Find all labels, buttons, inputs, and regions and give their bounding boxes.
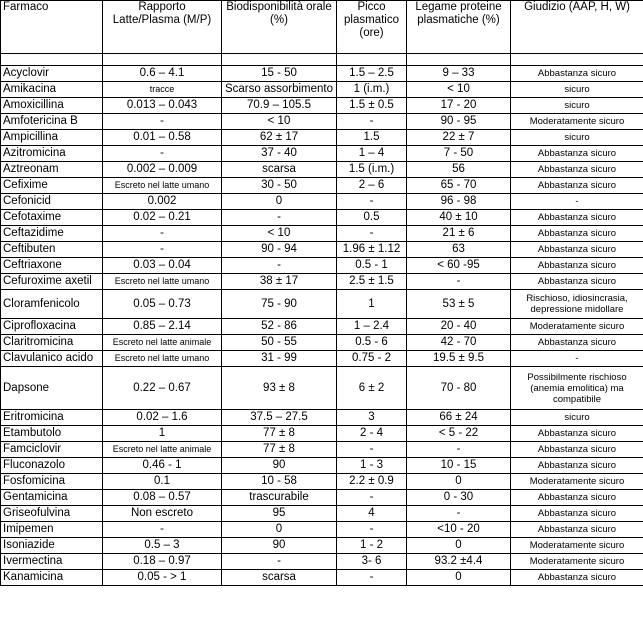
cell-picco: 0.5 - 6 <box>337 335 407 351</box>
cell-rapporto: - <box>103 114 222 130</box>
cell-legame: 40 ± 10 <box>407 210 511 226</box>
cell-giudizio: Abbastanza sicuro <box>511 66 643 82</box>
cell-farmaco: Aztreonam <box>1 162 103 178</box>
cell-legame: 53 ± 5 <box>407 290 511 319</box>
cell-giudizio: Abbastanza sicuro <box>511 210 643 226</box>
cell-farmaco: Cloramfenicolo <box>1 290 103 319</box>
cell-biodisponibilita: 90 - 94 <box>222 242 337 258</box>
table-row <box>1 242 643 258</box>
cell-biodisponibilita: 30 - 50 <box>222 178 337 194</box>
table-row <box>1 162 643 178</box>
cell-picco: 1.5 – 2.5 <box>337 66 407 82</box>
table-row <box>1 554 643 570</box>
cell-rapporto: - <box>103 146 222 162</box>
cell-rapporto: 0.22 – 0.67 <box>103 367 222 410</box>
table-row <box>1 410 643 426</box>
table-row <box>1 426 643 442</box>
cell-picco: 0.5 <box>337 210 407 226</box>
cell-farmaco: Cefixime <box>1 178 103 194</box>
cell-picco: 0.75 - 2 <box>337 351 407 367</box>
cell-biodisponibilita: scarsa <box>222 570 337 586</box>
cell-rapporto: 0.05 - > 1 <box>103 570 222 586</box>
cell-farmaco: Ceftriaxone <box>1 258 103 274</box>
table-row <box>1 522 643 538</box>
cell-legame: < 60 -95 <box>407 258 511 274</box>
cell-biodisponibilita: 10 - 58 <box>222 474 337 490</box>
cell-giudizio: Abbastanza sicuro <box>511 258 643 274</box>
table-row <box>1 458 643 474</box>
table-row <box>1 194 643 210</box>
table-row <box>1 367 643 410</box>
cell-rapporto: 0.02 – 0.21 <box>103 210 222 226</box>
table-row <box>1 130 643 146</box>
table-row <box>1 274 643 290</box>
cell-giudizio: Moderatamente sicuro <box>511 538 643 554</box>
cell-legame: 66 ± 24 <box>407 410 511 426</box>
header-biodisponibilita: Biodisponibilità orale (%) <box>222 1 337 54</box>
cell-rapporto: Escreto nel latte umano <box>103 351 222 367</box>
cell-farmaco: Kanamicina <box>1 570 103 586</box>
cell-picco: - <box>337 226 407 242</box>
cell-farmaco: Cefonicid <box>1 194 103 210</box>
cell-legame: < 5 - 22 <box>407 426 511 442</box>
cell-legame: 22 ± 7 <box>407 130 511 146</box>
cell-legame: 65 - 70 <box>407 178 511 194</box>
cell-legame: 96 - 98 <box>407 194 511 210</box>
cell-legame: 93.2 ±4.4 <box>407 554 511 570</box>
header-legame: Legame proteine plasmatiche (%) <box>407 1 511 54</box>
cell-farmaco: Dapsone <box>1 367 103 410</box>
cell-rapporto: Escreto nel latte umano <box>103 178 222 194</box>
cell-giudizio: Abbastanza sicuro <box>511 226 643 242</box>
cell-legame: 0 <box>407 570 511 586</box>
cell-legame: 17 - 20 <box>407 98 511 114</box>
cell-farmaco: Cefuroxime axetil <box>1 274 103 290</box>
cell-giudizio: Moderatamente sicuro <box>511 474 643 490</box>
cell-picco: 1.5 <box>337 130 407 146</box>
cell-legame: 0 <box>407 474 511 490</box>
cell-rapporto: - <box>103 226 222 242</box>
table-row <box>1 442 643 458</box>
header-rapporto: Rapporto Latte/Plasma (M/P) <box>103 1 222 54</box>
cell-legame: 42 - 70 <box>407 335 511 351</box>
cell-biodisponibilita: < 10 <box>222 114 337 130</box>
cell-biodisponibilita: 95 <box>222 506 337 522</box>
cell-farmaco: Amikacina <box>1 82 103 98</box>
cell-giudizio: Abbastanza sicuro <box>511 506 643 522</box>
cell-rapporto: 0.6 – 4.1 <box>103 66 222 82</box>
header-picco: Picco plasmatico (ore) <box>337 1 407 54</box>
cell-legame: < 10 <box>407 82 511 98</box>
cell-rapporto: 0.5 – 3 <box>103 538 222 554</box>
cell-rapporto: Escreto nel latte umano <box>103 274 222 290</box>
cell-biodisponibilita: 0 <box>222 194 337 210</box>
cell-farmaco: Fluconazolo <box>1 458 103 474</box>
cell-biodisponibilita: < 10 <box>222 226 337 242</box>
cell-biodisponibilita: 37 - 40 <box>222 146 337 162</box>
cell-giudizio: Abbastanza sicuro <box>511 335 643 351</box>
table-row <box>1 490 643 506</box>
cell-giudizio: Moderatamente sicuro <box>511 114 643 130</box>
cell-giudizio: Abbastanza sicuro <box>511 458 643 474</box>
cell-legame: 63 <box>407 242 511 258</box>
cell-picco: 1 - 2 <box>337 538 407 554</box>
cell-picco: 6 ± 2 <box>337 367 407 410</box>
table-row <box>1 474 643 490</box>
cell-biodisponibilita: - <box>222 210 337 226</box>
spacer-row <box>1 54 643 66</box>
cell-rapporto: 0.03 – 0.04 <box>103 258 222 274</box>
table-row <box>1 82 643 98</box>
cell-picco: - <box>337 570 407 586</box>
cell-giudizio: sicuro <box>511 82 643 98</box>
cell-biodisponibilita: 70.9 – 105.5 <box>222 98 337 114</box>
cell-rapporto: - <box>103 242 222 258</box>
cell-picco: 1.5 ± 0.5 <box>337 98 407 114</box>
cell-picco: 0.5 - 1 <box>337 258 407 274</box>
cell-picco: 2 – 6 <box>337 178 407 194</box>
cell-farmaco: Ciprofloxacina <box>1 319 103 335</box>
cell-biodisponibilita: 90 <box>222 538 337 554</box>
cell-farmaco: Famciclovir <box>1 442 103 458</box>
cell-rapporto: 0.002 <box>103 194 222 210</box>
cell-biodisponibilita: 50 - 55 <box>222 335 337 351</box>
table-row <box>1 319 643 335</box>
cell-rapporto: 0.1 <box>103 474 222 490</box>
cell-rapporto: - <box>103 522 222 538</box>
cell-farmaco: Gentamicina <box>1 490 103 506</box>
cell-giudizio: Moderatamente sicuro <box>511 554 643 570</box>
cell-picco: 1 - 3 <box>337 458 407 474</box>
cell-rapporto: 0.18 – 0.97 <box>103 554 222 570</box>
cell-giudizio: Rischioso, idiosincrasia, depressione midollare <box>511 290 643 319</box>
cell-picco: 1.96 ± 1.12 <box>337 242 407 258</box>
header-giudizio: Giudizio (AAP, H, W) <box>511 1 643 54</box>
cell-legame: - <box>407 506 511 522</box>
cell-picco: 1 – 4 <box>337 146 407 162</box>
table-row <box>1 146 643 162</box>
cell-picco: 1.5 (i.m.) <box>337 162 407 178</box>
cell-giudizio: - <box>511 194 643 210</box>
cell-rapporto: 0.01 – 0.58 <box>103 130 222 146</box>
cell-biodisponibilita: 77 ± 8 <box>222 442 337 458</box>
cell-legame: 0 <box>407 538 511 554</box>
cell-giudizio: Abbastanza sicuro <box>511 426 643 442</box>
cell-giudizio: Abbastanza sicuro <box>511 146 643 162</box>
cell-giudizio: Possibilmente rischioso (anemia emolitica) ma compatibile <box>511 367 643 410</box>
cell-farmaco: Ivermectina <box>1 554 103 570</box>
table-row <box>1 98 643 114</box>
table-row <box>1 335 643 351</box>
cell-rapporto: tracce <box>103 82 222 98</box>
cell-legame: 0 - 30 <box>407 490 511 506</box>
cell-biodisponibilita: 75 - 90 <box>222 290 337 319</box>
header-farmaco: Farmaco <box>1 1 103 54</box>
header-row <box>1 1 643 54</box>
cell-giudizio: Moderatamente sicuro <box>511 319 643 335</box>
cell-biodisponibilita: 38 ± 17 <box>222 274 337 290</box>
cell-picco: 4 <box>337 506 407 522</box>
cell-farmaco: Isoniazide <box>1 538 103 554</box>
cell-picco: 2.5 ± 1.5 <box>337 274 407 290</box>
cell-giudizio: Abbastanza sicuro <box>511 162 643 178</box>
cell-farmaco: Claritromicina <box>1 335 103 351</box>
cell-picco: - <box>337 522 407 538</box>
cell-rapporto: 0.08 – 0.57 <box>103 490 222 506</box>
cell-biodisponibilita: trascurabile <box>222 490 337 506</box>
cell-giudizio: Abbastanza sicuro <box>511 570 643 586</box>
cell-giudizio: Abbastanza sicuro <box>511 178 643 194</box>
cell-legame: 7 - 50 <box>407 146 511 162</box>
cell-rapporto: 0.002 – 0.009 <box>103 162 222 178</box>
cell-farmaco: Ceftazidime <box>1 226 103 242</box>
cell-legame: 20 - 40 <box>407 319 511 335</box>
cell-rapporto: 0.85 – 2.14 <box>103 319 222 335</box>
cell-rapporto: 0.46 - 1 <box>103 458 222 474</box>
cell-picco: 1 <box>337 290 407 319</box>
cell-biodisponibilita: - <box>222 554 337 570</box>
table-row <box>1 178 643 194</box>
cell-biodisponibilita: Scarso assorbimento <box>222 82 337 98</box>
cell-farmaco: Imipemen <box>1 522 103 538</box>
cell-rapporto: Escreto nel latte animale <box>103 442 222 458</box>
cell-farmaco: Acyclovir <box>1 66 103 82</box>
cell-legame: 90 - 95 <box>407 114 511 130</box>
cell-farmaco: Amfotericina B <box>1 114 103 130</box>
cell-giudizio: - <box>511 351 643 367</box>
cell-legame: 10 - 15 <box>407 458 511 474</box>
cell-legame: 9 – 33 <box>407 66 511 82</box>
cell-picco: - <box>337 194 407 210</box>
cell-picco: - <box>337 490 407 506</box>
cell-farmaco: Clavulanico acido <box>1 351 103 367</box>
table-row <box>1 226 643 242</box>
table-row <box>1 538 643 554</box>
cell-giudizio: sicuro <box>511 98 643 114</box>
cell-biodisponibilita: scarsa <box>222 162 337 178</box>
cell-farmaco: Cefotaxime <box>1 210 103 226</box>
cell-rapporto: Escreto nel latte animale <box>103 335 222 351</box>
cell-giudizio: Abbastanza sicuro <box>511 442 643 458</box>
table-row <box>1 351 643 367</box>
cell-giudizio: sicuro <box>511 130 643 146</box>
table-row <box>1 114 643 130</box>
cell-biodisponibilita: 37.5 – 27.5 <box>222 410 337 426</box>
cell-giudizio: Abbastanza sicuro <box>511 490 643 506</box>
cell-farmaco: Fosfomicina <box>1 474 103 490</box>
cell-farmaco: Azitromicina <box>1 146 103 162</box>
cell-picco: 2.2 ± 0.9 <box>337 474 407 490</box>
cell-biodisponibilita: 31 - 99 <box>222 351 337 367</box>
table-row <box>1 290 643 319</box>
cell-farmaco: Ceftibuten <box>1 242 103 258</box>
cell-picco: 3 <box>337 410 407 426</box>
cell-picco: 1 – 2.4 <box>337 319 407 335</box>
cell-farmaco: Ampicillina <box>1 130 103 146</box>
cell-farmaco: Griseofulvina <box>1 506 103 522</box>
cell-rapporto: 1 <box>103 426 222 442</box>
cell-farmaco: Etambutolo <box>1 426 103 442</box>
cell-legame: 56 <box>407 162 511 178</box>
cell-picco: 2 - 4 <box>337 426 407 442</box>
cell-legame: <10 - 20 <box>407 522 511 538</box>
cell-biodisponibilita: 52 - 86 <box>222 319 337 335</box>
cell-biodisponibilita: 0 <box>222 522 337 538</box>
cell-giudizio: sicuro <box>511 410 643 426</box>
cell-legame: - <box>407 442 511 458</box>
table-row <box>1 570 643 586</box>
cell-giudizio: Abbastanza sicuro <box>511 242 643 258</box>
cell-biodisponibilita: 62 ± 17 <box>222 130 337 146</box>
cell-rapporto: 0.013 – 0.043 <box>103 98 222 114</box>
table-row <box>1 66 643 82</box>
cell-biodisponibilita: - <box>222 258 337 274</box>
cell-legame: - <box>407 274 511 290</box>
cell-legame: 19.5 ± 9.5 <box>407 351 511 367</box>
cell-biodisponibilita: 93 ± 8 <box>222 367 337 410</box>
cell-biodisponibilita: 77 ± 8 <box>222 426 337 442</box>
cell-farmaco: Amoxicillina <box>1 98 103 114</box>
table-row <box>1 506 643 522</box>
cell-legame: 70 - 80 <box>407 367 511 410</box>
cell-picco: 3- 6 <box>337 554 407 570</box>
cell-rapporto: 0.05 – 0.73 <box>103 290 222 319</box>
cell-picco: - <box>337 114 407 130</box>
cell-giudizio: Abbastanza sicuro <box>511 274 643 290</box>
cell-picco: 1 (i.m.) <box>337 82 407 98</box>
cell-legame: 21 ± 6 <box>407 226 511 242</box>
cell-picco: - <box>337 442 407 458</box>
cell-giudizio: Abbastanza sicuro <box>511 522 643 538</box>
table-row <box>1 210 643 226</box>
cell-rapporto: 0.02 – 1.6 <box>103 410 222 426</box>
cell-biodisponibilita: 90 <box>222 458 337 474</box>
cell-rapporto: Non escreto <box>103 506 222 522</box>
cell-biodisponibilita: 15 - 50 <box>222 66 337 82</box>
table-row <box>1 258 643 274</box>
cell-farmaco: Eritromicina <box>1 410 103 426</box>
